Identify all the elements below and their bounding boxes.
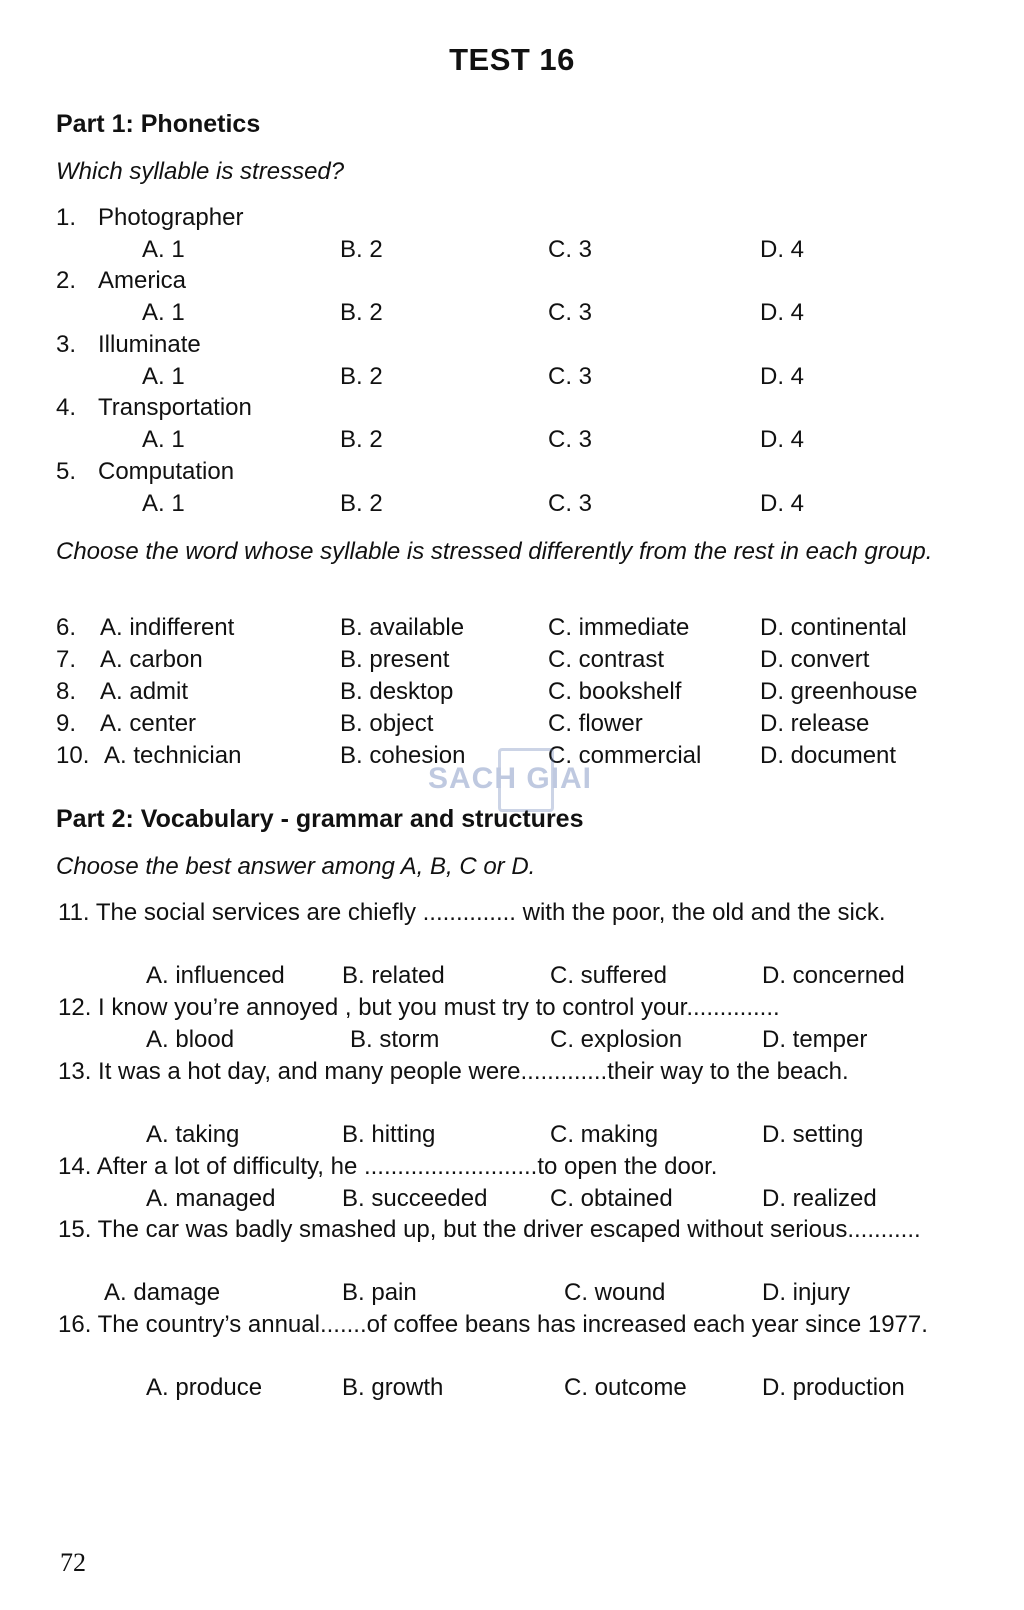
page-title: TEST 16 bbox=[449, 42, 575, 77]
stress-question-2 bbox=[0, 265, 1024, 297]
part1-instruction-b: Choose the word whose syllable is stressed differently from the rest in each group. bbox=[56, 538, 933, 565]
option-c: C. 3 bbox=[548, 236, 593, 263]
option-a: A. 1 bbox=[142, 490, 185, 517]
option-d: D. convert bbox=[760, 646, 870, 673]
option-b: B. growth bbox=[342, 1374, 444, 1401]
question-11-options bbox=[0, 960, 1024, 992]
option-b: B. hitting bbox=[342, 1121, 436, 1148]
question-number: 4. bbox=[56, 394, 77, 421]
stress-options-2 bbox=[0, 297, 1024, 329]
option-c: C. contrast bbox=[548, 646, 665, 673]
option-b: B. cohesion bbox=[340, 742, 466, 769]
question-word: America bbox=[98, 267, 187, 294]
option-b: B. 2 bbox=[340, 490, 383, 517]
question-number: 9. bbox=[56, 710, 77, 737]
part2-heading: Part 2: Vocabulary - grammar and structures bbox=[56, 805, 584, 833]
question-12-stem: 12. I know you’re annoyed , but you must try to control your.............. bbox=[58, 994, 780, 1021]
option-c: C. 3 bbox=[548, 426, 593, 453]
option-d: D. concerned bbox=[762, 962, 905, 989]
option-c: C. flower bbox=[548, 710, 643, 737]
option-d: D. 4 bbox=[760, 490, 805, 517]
option-c: C. wound bbox=[564, 1279, 666, 1306]
option-c: C. bookshelf bbox=[548, 678, 682, 705]
option-b: B. pain bbox=[342, 1279, 417, 1306]
part1-heading: Part 1: Phonetics bbox=[56, 110, 261, 138]
question-word: Illuminate bbox=[98, 331, 201, 358]
option-d: D. document bbox=[760, 742, 897, 769]
question-16-options bbox=[0, 1372, 1024, 1404]
question-word: Photographer bbox=[98, 204, 244, 231]
option-d: D. injury bbox=[762, 1279, 851, 1306]
option-b: B. object bbox=[340, 710, 434, 737]
option-b: B. storm bbox=[350, 1026, 440, 1053]
page-number: 72 bbox=[60, 1548, 86, 1577]
stress-question-5 bbox=[0, 456, 1024, 488]
question-12-options bbox=[0, 1024, 1024, 1056]
question-15-options bbox=[0, 1277, 1024, 1309]
option-a: A. produce bbox=[146, 1374, 263, 1401]
option-c: C. immediate bbox=[548, 614, 690, 641]
option-d: D. greenhouse bbox=[760, 678, 918, 705]
option-b: B. available bbox=[340, 614, 465, 641]
part1-instruction-a: Which syllable is stressed? bbox=[56, 158, 345, 185]
question-number: 3. bbox=[56, 331, 77, 358]
option-d: D. release bbox=[760, 710, 870, 737]
option-b: B. desktop bbox=[340, 678, 454, 705]
option-d: D. setting bbox=[762, 1121, 864, 1148]
stress-options-1 bbox=[0, 234, 1024, 266]
question-number: 6. bbox=[56, 614, 77, 641]
option-b: B. succeeded bbox=[342, 1185, 488, 1212]
option-d: D. realized bbox=[762, 1185, 877, 1212]
option-a: A. damage bbox=[104, 1279, 221, 1306]
question-number: 7. bbox=[56, 646, 77, 673]
question-13-stem: 13. It was a hot day, and many people were.............their way to the beach. bbox=[58, 1058, 849, 1085]
option-a: A. 1 bbox=[142, 363, 185, 390]
option-c: C. outcome bbox=[564, 1374, 687, 1401]
option-d: D. continental bbox=[760, 614, 907, 641]
stress-options-3 bbox=[0, 361, 1024, 393]
option-a: A. admit bbox=[100, 678, 189, 705]
option-a: A. 1 bbox=[142, 236, 185, 263]
group-question-9 bbox=[0, 708, 1024, 740]
question-16-stem: 16. The country’s annual.......of coffee beans has increased each year since 1977. bbox=[58, 1311, 928, 1338]
group-question-10 bbox=[0, 740, 1024, 772]
option-c: C. suffered bbox=[550, 962, 667, 989]
question-14-stem: 14. After a lot of difficulty, he ..........................to open the door. bbox=[58, 1153, 718, 1180]
group-question-8 bbox=[0, 676, 1024, 708]
question-11-stem: 11. The social services are chiefly .............. with the poor, the old and the sick. bbox=[58, 899, 886, 926]
option-b: B. 2 bbox=[340, 426, 383, 453]
option-a: A. 1 bbox=[142, 426, 185, 453]
option-c: C. 3 bbox=[548, 490, 593, 517]
option-b: B. 2 bbox=[340, 236, 383, 263]
question-number: 10. bbox=[56, 742, 90, 769]
question-word: Transportation bbox=[98, 394, 252, 421]
stress-options-4 bbox=[0, 424, 1024, 456]
option-d: D. production bbox=[762, 1374, 905, 1401]
question-number: 8. bbox=[56, 678, 77, 705]
option-a: A. taking bbox=[146, 1121, 240, 1148]
option-d: D. 4 bbox=[760, 426, 805, 453]
part2-instruction: Choose the best answer among A, B, C or D. bbox=[56, 853, 536, 880]
question-13-options bbox=[0, 1119, 1024, 1151]
stress-options-5 bbox=[0, 488, 1024, 520]
option-a: A. center bbox=[100, 710, 197, 737]
question-number: 2. bbox=[56, 267, 77, 294]
option-c: C. 3 bbox=[548, 363, 593, 390]
option-c: C. explosion bbox=[550, 1026, 683, 1053]
question-number: 5. bbox=[56, 458, 77, 485]
group-question-6 bbox=[0, 612, 1024, 644]
option-b: B. related bbox=[342, 962, 445, 989]
option-a: A. influenced bbox=[146, 962, 285, 989]
option-b: B. 2 bbox=[340, 299, 383, 326]
option-d: D. 4 bbox=[760, 363, 805, 390]
question-14-options bbox=[0, 1183, 1024, 1215]
option-c: C. obtained bbox=[550, 1185, 673, 1212]
question-word: Computation bbox=[98, 458, 235, 485]
watermark-text: SACH GIAI bbox=[427, 762, 592, 795]
option-c: C. commercial bbox=[548, 742, 702, 769]
option-c: C. making bbox=[550, 1121, 659, 1148]
group-question-7 bbox=[0, 644, 1024, 676]
option-c: C. 3 bbox=[548, 299, 593, 326]
option-a: A. managed bbox=[146, 1185, 276, 1212]
option-a: A. carbon bbox=[100, 646, 203, 673]
question-15-stem: 15. The car was badly smashed up, but the driver escaped without serious........... bbox=[58, 1216, 921, 1243]
stress-question-4 bbox=[0, 392, 1024, 424]
option-a: A. blood bbox=[146, 1026, 235, 1053]
option-d: D. 4 bbox=[760, 299, 805, 326]
question-number: 1. bbox=[56, 204, 77, 231]
option-a: A. indifferent bbox=[100, 614, 235, 641]
stress-question-1 bbox=[0, 202, 1024, 234]
option-d: D. 4 bbox=[760, 236, 805, 263]
option-a: A. 1 bbox=[142, 299, 185, 326]
option-a: A. technician bbox=[104, 742, 242, 769]
stress-question-3 bbox=[0, 329, 1024, 361]
option-d: D. temper bbox=[762, 1026, 868, 1053]
option-b: B. 2 bbox=[340, 363, 383, 390]
option-b: B. present bbox=[340, 646, 450, 673]
